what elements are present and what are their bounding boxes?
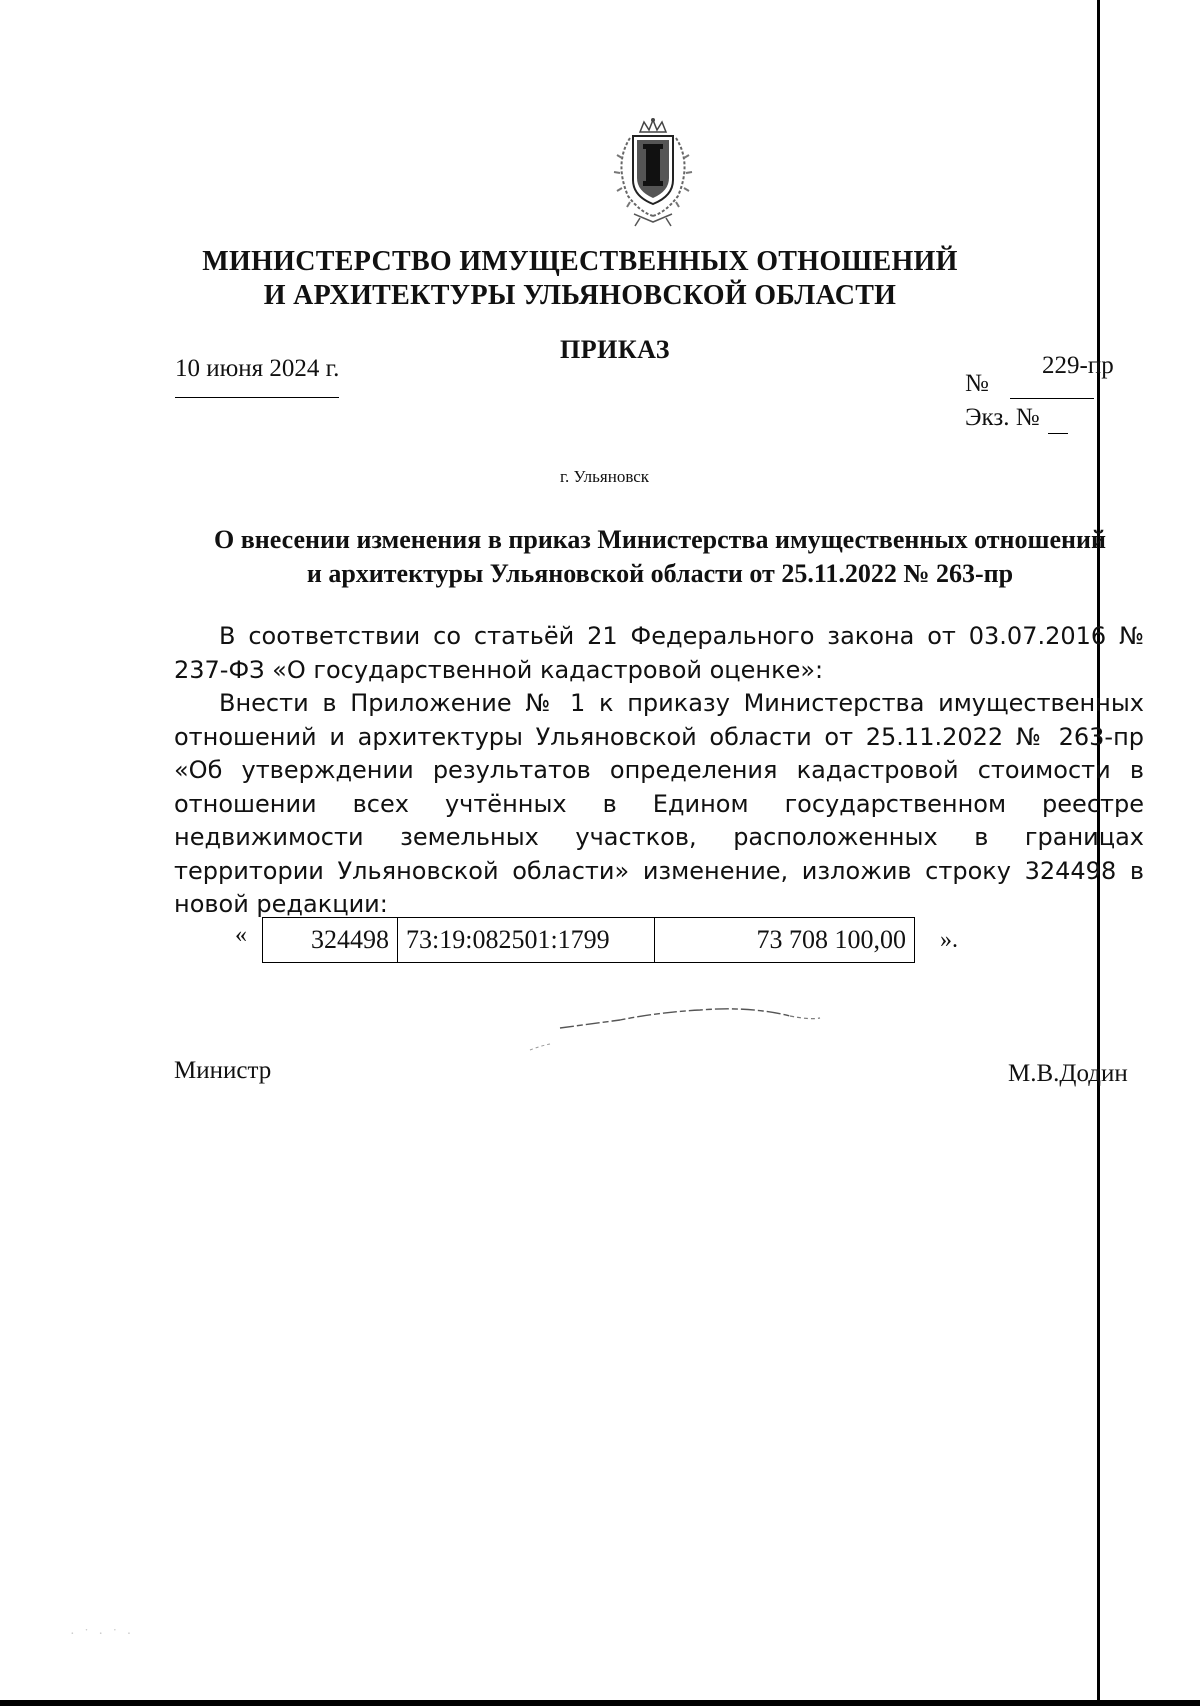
table-open-quote: « xyxy=(235,922,247,948)
signer-role: Министр xyxy=(174,1057,272,1084)
ministry-title-line1: МИНИСТЕРСТВО ИМУЩЕСТВЕННЫХ ОТНОШЕНИЙ xyxy=(202,246,958,277)
copy-number-label: Экз. № xyxy=(965,404,1040,431)
signature-icon xyxy=(520,990,860,1060)
cell-line-number: 324498 xyxy=(263,918,398,963)
order-number-underline xyxy=(1010,398,1094,399)
scan-specks: · ˙ · ˙ · xyxy=(70,1627,135,1642)
cell-cadastral-value: 73 708 100,00 xyxy=(655,918,915,963)
body-paragraph-legal-basis: В соответствии со статьёй 21 Федерального закона от 03.07.2016 № 237-ФЗ «О государственной кадастровой оценке»: xyxy=(174,622,1144,684)
body-paragraph-amendment: Внести в Приложение № 1 к приказу Министерства имущественных отношений и архитектуры Ульяновской области от 25.11.2022 № 263-пр «Об утверждении результатов определения кадастровой стоимости в отношении всех учтённых в Едином государственном реестре недвижимости земельных участков, расположенных в границах территории Ульяновской области» изменение, изложив строку 324498 в новой редакции: xyxy=(174,689,1144,918)
order-number-label: № xyxy=(965,370,989,397)
scan-border-bottom xyxy=(0,1700,1200,1706)
order-number: 229-пр xyxy=(1042,352,1114,379)
date-underline xyxy=(175,397,339,398)
order-body xyxy=(174,620,1144,922)
subject-line1: О внесении изменения в приказ Министерства имущественных отношений xyxy=(214,525,1106,554)
coat-of-arms-icon xyxy=(600,118,706,228)
document-type: ПРИКАЗ xyxy=(560,335,671,364)
subject-line2: и архитектуры Ульяновской области от 25.11.2022 № 263-пр xyxy=(306,559,1014,588)
amendment-table xyxy=(262,917,915,963)
signer-name: М.В.Додин xyxy=(1008,1060,1128,1087)
order-date: 10 июня 2024 г. xyxy=(175,355,340,382)
ministry-title xyxy=(200,245,960,313)
ministry-title-line2: И АРХИТЕКТУРЫ УЛЬЯНОВСКОЙ ОБЛАСТИ xyxy=(263,280,897,311)
order-subject xyxy=(165,523,1155,591)
city: г. Ульяновск xyxy=(560,467,650,486)
cell-cadastral-number: 73:19:082501:1799 xyxy=(398,918,655,963)
table-close-quote: ». xyxy=(940,927,958,953)
table-row xyxy=(263,918,915,963)
copy-number-blank xyxy=(1048,433,1068,434)
